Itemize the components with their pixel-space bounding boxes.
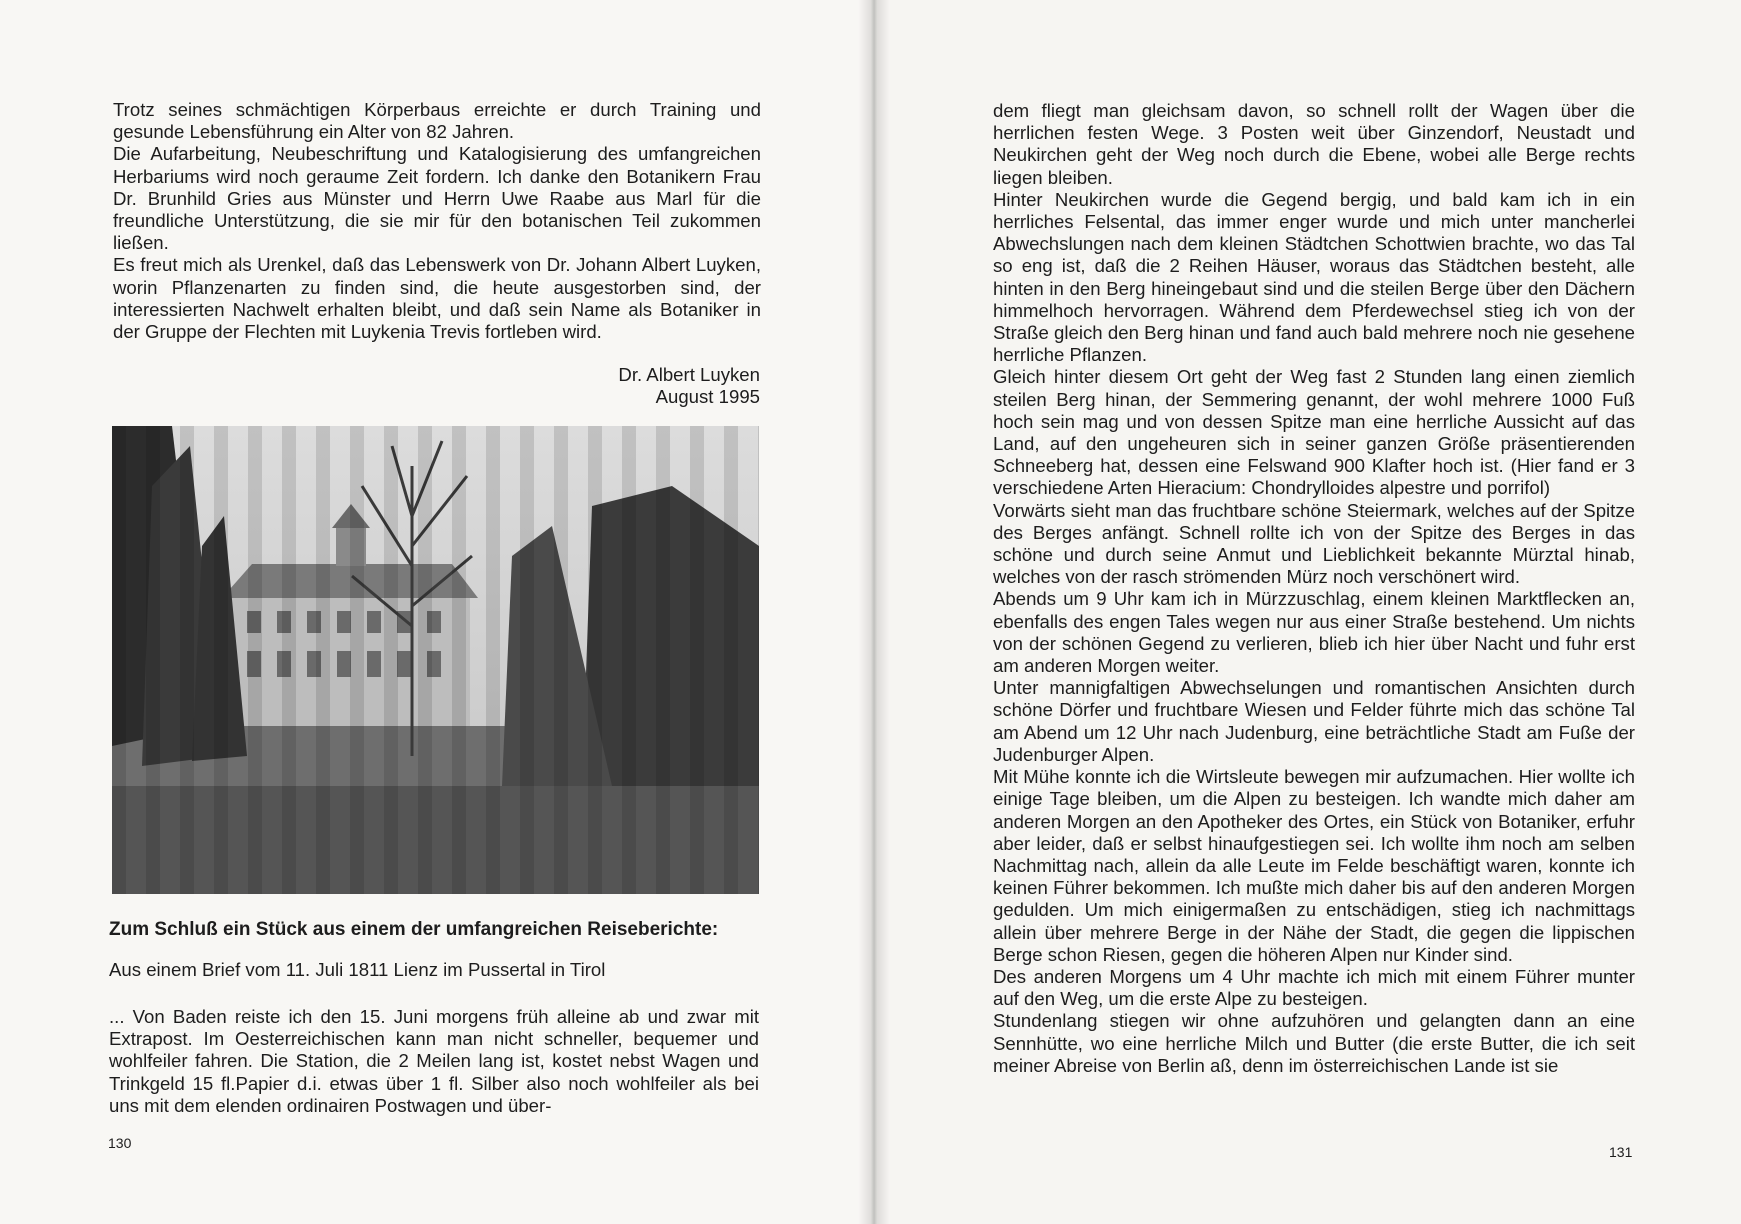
paragraph: dem fliegt man gleichsam davon, so schnell rollt der Wagen über die herrlichen festen Wege. 3 Posten weit über Ginzendorf, Neustadt und Neukirchen geht der Weg noch durch die Ebene, wobei alle Berge rechts liegen bleiben. (993, 100, 1635, 188)
paragraph: Des anderen Morgens um 4 Uhr machte ich mich mit einem Führer munter auf den Weg, um die erste Alpe zu besteigen. (993, 965, 1635, 1010)
paragraph: Abends um 9 Uhr kam ich in Mürzzuschlag, einem kleinen Marktflecken an, ebenfalls des engen Tales wegen nur aus einer Straße bestehend. Um nichts von der schönen Gegend zu verlieren, blieb ich hier über Nacht und fuhr erst am anderen Morgen weiter. (993, 588, 1635, 677)
page-number: 131 (1609, 1144, 1633, 1160)
signature-date: August 1995 (655, 386, 760, 408)
paragraph: Gleich hinter diesem Ort geht der Weg fast 2 Stunden lang einen ziemlich steilen Berg hinan, der Semmering genannt, der wohl mehrere 1000 Fuß hoch sein mag und von dessen Spitze man eine herrliche Aussicht auf das Land, auf den ungeheuren sich in seiner ganzen Größe präsentierenden Schneeberg hat, dessen eine Felswand 900 Klafter hoch ist. (Hier fand er 3 verschiedene Arten Hieracium: Chondrylloides alpestre und porrifol) (993, 366, 1635, 499)
paragraph: Unter mannigfaltigen Abwechselungen und romantischen Ansichten durch schöne Dörfer und fruchtbare Wiesen und Felder führte mich das schöne Tal am Abend um 12 Uhr nach Judenburg, eine beträchtliche Stadt am Fuße der Judenburger Alpen. (993, 677, 1635, 765)
book-gutter (858, 0, 890, 1224)
right-text-block (993, 100, 1635, 1077)
signature-name: Dr. Albert Luyken (618, 364, 760, 385)
paragraph: Stundenlang stiegen wir ohne aufzuhören und gelangten dann an eine Sennhütte, wo eine herrliche Milch und Butter (die erste Butter, die ich seit meiner Abreise von Berlin aß, denn im österreichischen Lande ist sie (993, 1010, 1635, 1076)
paragraph: ... Von Baden reiste ich den 15. Juni morgens früh alleine ab und zwar mit Extrapost. Im Oesterreichischen kann man nicht schneller, bequemer und wohlfeiler fahren. Die Station, die 2 Meilen lang ist, kostet nebst Wagen und Trinkgeld 15 fl.Papier d.i. etwas über 1 fl. Silber also noch wohlfeiler als bei uns mit dem elenden ordinairen Postwagen und über- (109, 1006, 759, 1116)
manor-house-photo (112, 426, 759, 894)
paragraph: Mit Mühe konnte ich die Wirtsleute bewegen mir aufzumachen. Hier wollte ich einige Tage bleiben, um die Alpen zu besteigen. Ich wandte mich daher am anderen Morgen an den Apotheker des Ortes, ein Stück von Botaniker, erfuhr aber leider, daß er selbst hinaufgestiegen sei. Ich wollte ihm noch am selben Nachmittag nach, allein da alle Leute im Felde beschäftigt waren, konnte ich keinen Führer bekommen. Ich mußte mich daher bis auf den anderen Morgen gedulden. Um mich einigermaßen zu entschädigen, stieg ich nachmittags allein über mehrere Berge in der Nähe der Stadt, die gegen die lippischen Berge schon Riesen, gegen die höheren Alpen nur Kinder sind. (993, 766, 1635, 965)
section-heading: Zum Schluß ein Stück aus einem der umfangreichen Reiseberichte: (109, 919, 719, 940)
paragraph: Trotz seines schmächtigen Körperbaus erreichte er durch Training und gesunde Lebensführung ein Alter von 82 Jahren. (113, 99, 761, 143)
letter-intro: Aus einem Brief vom 11. Juli 1811 Lienz im Pussertal in Tirol (109, 959, 606, 980)
paragraph: Es freut mich als Urenkel, daß das Lebenswerk von Dr. Johann Albert Luyken, worin Pflanzenarten zu finden sind, die heute ausgestorben sind, der interessierten Nachwelt erhalten bleibt, und daß sein Name als Botaniker in der Gruppe der Flechten mit Luykenia Trevis fortleben wird. (113, 254, 761, 343)
paragraph: Die Aufarbeitung, Neubeschriftung und Katalogisierung des umfangreichen Herbariums wird noch geraume Zeit fordern. Ich danke den Botanikern Frau Dr. Brunhild Gries aus Münster und Herrn Uwe Raabe aus Marl für die freundliche Unterstützung, die sie mir für den botanischen Teil zukommen ließen. (113, 143, 761, 254)
paragraph: Hinter Neukirchen wurde die Gegend bergig, und bald kam ich in ein herrliches Felsental, das immer enger wurde und mich unter mancherlei Abwechslungen nach dem kleinen Städtchen Schottwien brachte, wo das Tal so eng ist, daß die 2 Reihen Häuser, woraus das Städtchen besteht, alle hinten in den Berg hineingebaut sind und die steilen Berge über den Dächern himmelhoch hervorragen. Während dem Pferdewechsel stieg ich von der Straße gleich den Berg hinan und fand auch bald mehrere noch nie gesehene herrliche Pflanzen. (993, 188, 1635, 366)
left-text-block (113, 99, 761, 343)
paragraph: Vorwärts sieht man das fruchtbare schöne Steiermark, welches auf der Spitze des Berges anfängt. Schnell rollte ich von der Spitze des Berges in das schöne und durch seine Anmut und Lieblichkeit bekannte Mürztal hinab, welches von der rasch strömenden Mürz noch verschönert wird. (993, 499, 1635, 588)
letter-text (109, 1006, 759, 1117)
signature (500, 364, 760, 408)
page-number: 130 (108, 1135, 132, 1151)
